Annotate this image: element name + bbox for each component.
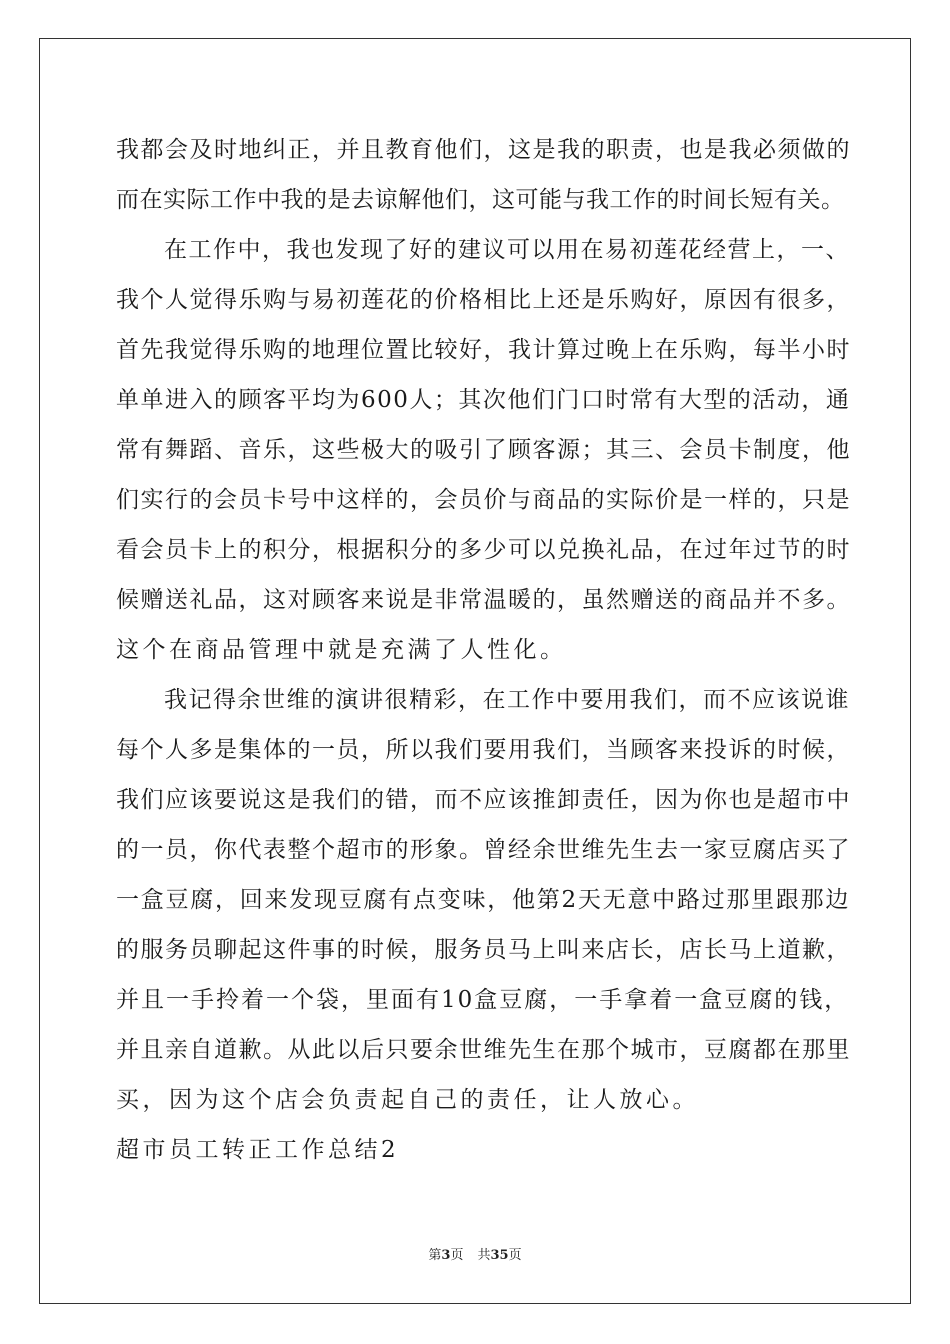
text-line: 超市员工转正工作总结2 bbox=[116, 1137, 400, 1163]
text-line: 这个在商品管理中就是充满了人性化。 bbox=[116, 637, 567, 663]
text-line: 候赠送礼品，这对顾客来说是非常温暖的，虽然赠送的商品并不多。 bbox=[116, 587, 851, 613]
total-prefix: 共 bbox=[477, 1248, 491, 1263]
text-line: 我记得余世维的演讲很精彩，在工作中要用我们，而不应该说谁 bbox=[164, 687, 850, 713]
text-line: 每个人多是集体的一员，所以我们要用我们，当顾客来投诉的时候， bbox=[116, 737, 851, 763]
page-footer bbox=[0, 1246, 950, 1266]
text-line: 单单进入的顾客平均为600人；其次他们门口时常有大型的活动，通 bbox=[116, 387, 851, 413]
page-number: 3 bbox=[441, 1248, 451, 1263]
text-line: 我都会及时地纠正，并且教育他们，这是我的职责，也是我必须做的 bbox=[116, 137, 851, 163]
text-line: 们实行的会员卡号中这样的，会员价与商品的实际价是一样的，只是 bbox=[116, 487, 851, 513]
text-line: 的服务员聊起这件事的时候，服务员马上叫来店长，店长马上道歉， bbox=[116, 937, 851, 963]
total-suffix: 页 bbox=[508, 1248, 522, 1263]
text-line: 而在实际工作中我的是去谅解他们，这可能与我工作的时间长短有关。 bbox=[116, 187, 845, 213]
text-line: 买，因为这个店会负责起自己的责任，让人放心。 bbox=[116, 1087, 699, 1113]
text-line: 我们应该要说这是我们的错，而不应该推卸责任，因为你也是超市中 bbox=[116, 787, 851, 813]
page-prefix: 第 bbox=[428, 1248, 442, 1263]
text-line: 在工作中，我也发现了好的建议可以用在易初莲花经营上，一、 bbox=[164, 237, 850, 263]
text-line: 并且一手拎着一个袋，里面有10盒豆腐，一手拿着一盒豆腐的钱， bbox=[116, 987, 850, 1013]
text-line: 我个人觉得乐购与易初莲花的价格相比上还是乐购好，原因有很多， bbox=[116, 287, 851, 313]
text-line: 一盒豆腐，回来发现豆腐有点变味，他第2天无意中路过那里跟那边 bbox=[116, 887, 851, 913]
text-line: 常有舞蹈、音乐，这些极大的吸引了顾客源；其三、会员卡制度，他 bbox=[116, 437, 851, 463]
text-line: 并且亲自道歉。从此以后只要余世维先生在那个城市，豆腐都在那里 bbox=[116, 1037, 851, 1063]
text-line: 的一员，你代表整个超市的形象。曾经余世维先生去一家豆腐店买了 bbox=[116, 837, 851, 863]
total-pages: 35 bbox=[490, 1248, 509, 1263]
page-suffix: 页 bbox=[450, 1248, 464, 1263]
document-body bbox=[116, 128, 851, 1178]
text-line: 首先我觉得乐购的地理位置比较好，我计算过晚上在乐购，每半小时 bbox=[116, 337, 851, 363]
text-line: 看会员卡上的积分，根据积分的多少可以兑换礼品，在过年过节的时 bbox=[116, 537, 851, 563]
